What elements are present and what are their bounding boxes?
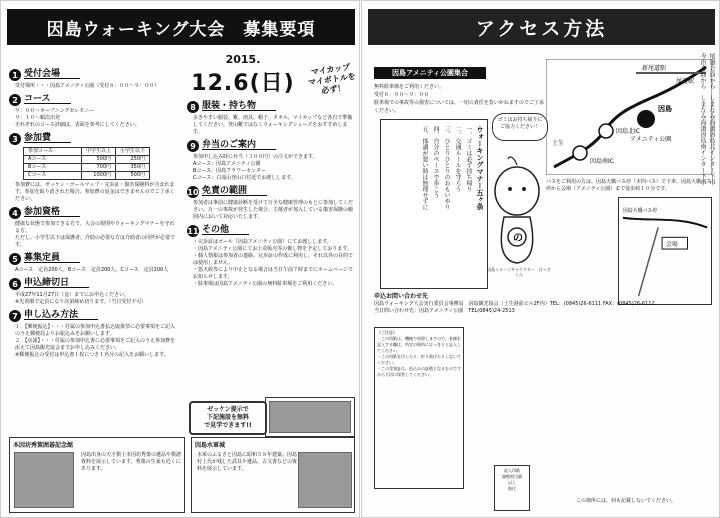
fee-row	[24, 156, 150, 164]
fee-row	[24, 172, 150, 180]
venue-detail-map	[618, 197, 712, 305]
section-title: その他	[202, 227, 249, 235]
section-2	[9, 94, 179, 129]
section-6	[9, 278, 179, 306]
fee-note: 参加費には、ゼッケン・ゴールマップ・完歩証・傷害保険料が含まれます。参加を取り消された場合、参加費の返金はできませんのでご了承ください。	[15, 182, 175, 202]
contact-line-1: 因島ウォーキング大会実行委員会事務局 因島観光協会（土生港前ビル2F内）TEL：(0845)26-6111 FAX：(0845)26-6112	[374, 301, 655, 307]
section-number: 1	[9, 69, 21, 81]
section-10	[187, 186, 355, 221]
section-head	[9, 94, 179, 106]
fee-cell: 350円	[116, 164, 150, 172]
sections-column-a	[9, 65, 179, 359]
section-body: 健康な状態で参加できる方で、大会の規則やウォーキングマナーを守れる方。 ただし、小学生以下は保護者、介助の必要な方は介助者の同伴が必要です。	[15, 221, 176, 248]
section-head	[9, 278, 179, 290]
section-body: 歩きやすい服装、靴、雨具、帽子、タオル、マイカップなど各自で準備してください。登山靴ではなくウォーキングシューズをおすすめします。	[193, 115, 353, 135]
venue-road	[623, 218, 707, 228]
map-label-onomichi: 尾道駅	[676, 78, 695, 85]
fee-cell: 1000円	[82, 172, 116, 180]
section-number: 8	[187, 101, 199, 113]
section-head	[9, 133, 179, 145]
sections-column-b	[187, 97, 355, 288]
fee-header-cell: 中学生以上	[82, 148, 116, 156]
fee-header-cell: 参加コース	[24, 148, 82, 156]
fee-header-cell: 小学生以下	[116, 148, 150, 156]
fee-header-row	[24, 148, 150, 156]
section-body: 受付場所・・・因島アメニティ公園（受付８：００～９：００）	[15, 83, 160, 89]
suigun-castle-title: 因島水軍城	[195, 442, 226, 449]
map-label-habu: 土生	[552, 140, 565, 147]
section-4	[9, 207, 179, 249]
mycup-note: マイカップ マイボトルを 必ず！	[307, 62, 357, 96]
map-label-s-ic: 因島南IC	[590, 158, 614, 165]
fee-table	[23, 147, 150, 180]
mascot-badge-letter: の	[513, 233, 523, 244]
section-9	[187, 140, 355, 182]
fee-cell: 500円	[82, 156, 116, 164]
park-marker	[637, 110, 655, 128]
section-title: 弁当のご案内	[202, 142, 276, 150]
section-title: 参加費	[24, 135, 71, 143]
hassakun-mascot	[488, 121, 546, 291]
section-head	[9, 69, 179, 81]
suigun-castle-photo	[298, 452, 352, 508]
section-head	[9, 253, 179, 265]
venue-path	[639, 228, 659, 297]
section-number: 9	[187, 140, 199, 152]
section-number: 11	[187, 226, 199, 236]
fee-cell: 700円	[82, 164, 116, 172]
event-date	[187, 53, 299, 97]
go-museum-title: 本因坊秀策囲碁記念館	[13, 442, 74, 449]
fee-cell: Cコース	[24, 172, 82, 180]
event-date-year: 2015.	[225, 53, 261, 66]
do-not-write-note: この場所には、何も記載しないでください。	[575, 498, 676, 504]
suigun-castle-box	[191, 437, 355, 513]
section-number: 3	[9, 133, 21, 145]
mascot-head	[495, 167, 539, 215]
bus-stop-label: 因島大橋バス停	[622, 207, 658, 214]
walking-manner-item: 一、ゴミは必ず持ち帰り	[465, 126, 472, 192]
fee-cell: Bコース	[24, 164, 82, 172]
mascot-eye-left	[508, 187, 512, 191]
section-head	[187, 186, 355, 198]
section-body: Aコース 定員200人、Bコース 定員200人、Cコース 定員200人	[15, 267, 169, 273]
section-number: 7	[9, 310, 21, 322]
zekken-bubble: ゼッケン提示で 下記施設を無料 で見学できます!!	[189, 401, 267, 435]
section-title: 服装・持ち物	[202, 103, 276, 111]
section-title: 免責の範囲	[202, 188, 267, 196]
section-number: 2	[9, 94, 21, 106]
walking-manner-title: ウォーキングマナー五ヶ条	[476, 126, 484, 210]
section-head	[187, 225, 355, 237]
fee-cell: 500円	[116, 172, 150, 180]
castle-photo	[265, 397, 355, 437]
section-head	[187, 140, 355, 152]
venue-label: 会場	[665, 242, 678, 249]
park-title: 因島アメニティ公園集合	[374, 67, 486, 79]
contact-line-2: 当日問い合わせ先：因島アメニティ公園 TEL(0845)24-2513	[374, 308, 515, 314]
right-page	[361, 0, 720, 518]
section-title: 申し込み方法	[24, 312, 98, 320]
park-body: 無料駐車場をご利用ください。 受付８：００～９：００ 駐車場での事故等の損害については、一切の責任を負いかねますのでご了承ください。	[374, 84, 544, 114]
payment-caution: 《ご注意》 ・この用紙は、機械で処理しますので、金額を記入する欄は、所定の場所にはっきりと記入してください。 ・この用紙を汚したり、折り曲げたりしないでください。 ・この受領証は、払込みの証拠となるものですから大切に保管してください。	[374, 327, 464, 489]
go-museum-box	[9, 437, 185, 513]
section-title: 参加資格	[24, 209, 80, 217]
mascot-leaf	[508, 157, 517, 165]
suigun-castle-body: 水軍のふるさと因島に昭和５８年建築。因島村上氏が残した武具や遺品、古文書などの資料を展示しています。	[197, 452, 298, 472]
section-number: 10	[187, 187, 199, 197]
map-label-n-ic: 因島北IC	[616, 128, 640, 135]
fee-cell: Aコース	[24, 156, 82, 164]
map-label-shin-onomichi: 新尾道駅	[642, 65, 667, 72]
section-head	[9, 310, 179, 322]
section-number: 5	[9, 253, 21, 265]
section-11	[187, 225, 355, 288]
section-body: 参加申し込み時に弁当（３００円）の注文ができます。 Aコース：因島アメニティ公園 Bコース：因島フラワーセンター Cコース：白滝山登山口付近でお渡しします。	[193, 154, 318, 181]
walking-manner-item: 三、ひとりひとりのおもいやり	[443, 126, 450, 210]
trash-bubble: ゴミはお持ち帰りにご協力ください！	[492, 113, 548, 141]
event-date-main: 12.6(日)	[191, 71, 295, 96]
section-7	[9, 310, 179, 359]
bus-access-text: バスをご利用の方は、因島大橋バス停（本四バス）で下車、因島大橋バス停から会場（アメニティ公園）まで徒歩約１０分です。	[546, 179, 712, 192]
section-head	[187, 101, 355, 113]
section-5	[9, 253, 179, 274]
fee-cell: 250円	[116, 156, 150, 164]
section-number: 4	[9, 207, 21, 219]
n-ic-marker	[599, 124, 613, 138]
map-label-innoshima: 因島	[658, 105, 672, 113]
section-title: コース	[24, 96, 71, 104]
section-body: ・完歩証はゴール（因島アメニティ公園）にてお渡しします。 ・因島アメニティ公園にてお土産販売等の催し物を予定しております。 ・個人情報は参加者の連絡、完歩証の作成に利用し、それ以外の目的では使用しません。 ・悪天候等により中止となる場合は当日午前７時までにホームページでお知らせします。 ・駐車場は因島アメニティ公園の無料駐車場をご利用ください。	[193, 239, 354, 287]
walking-manner-item: 四、自分のペースで歩こう	[432, 126, 439, 198]
mascot-caption: 因島イメージキャラクター はっさくん	[487, 267, 551, 277]
walking-manner-box	[380, 119, 488, 289]
section-head	[9, 207, 179, 219]
go-museum-body: 因島出身の天才棋士本因坊秀策の遺品や棋譜資料を展示しています。秀策の生家も近くにあります。	[81, 452, 182, 472]
walking-manner-item: 二、交通ルールを守ろう	[454, 126, 461, 192]
section-3	[9, 133, 179, 145]
section-title: 申込締切日	[24, 280, 89, 288]
section-8	[187, 101, 355, 136]
map-label-park: アメニティ公園	[630, 136, 672, 143]
walking-manner-item: 五、体調が悪い時は無理せずに	[421, 126, 428, 210]
section-number: 6	[9, 278, 21, 290]
contact-info	[374, 293, 714, 315]
section-1	[9, 69, 179, 90]
access-banner: アクセス方法	[368, 9, 715, 45]
section-body: １．【郵便振込】・・・付属の参加申込書払込取扱票に必要事項をご記入のうえ郵便局よりお振込みをお願いします。 ２．【店頭】・・・付属の参加申込書に必要事項をご記入のうえ参加費を添えて因島観光協会までお申し込みください。 ※郵便振込の受付は申込書１枚につき１名分の記入をお願いします。	[15, 324, 176, 358]
walking-manner-list	[381, 120, 487, 262]
section-title: 募集定員	[24, 255, 80, 263]
recruitment-banner: 因島ウォーキング大会 募集要項	[7, 9, 355, 45]
s-ic-marker	[573, 146, 587, 160]
section-body: 平成27年11月27日（金）までにお申込ください。 ※先着順で定員になり次第締め切ります。（当日受付不可）	[15, 292, 147, 305]
revenue-stamp-box: 収入印紙 課税相当額 以上 貼付	[494, 465, 530, 511]
mascot-eye-right	[522, 187, 526, 191]
section-body: ９：００～オープニングセレモニー ９：１０～順次出発 それぞれのコース詳細は、表面を参考にしてください。	[15, 108, 140, 128]
contact-title: 申込お問い合わせ先	[374, 293, 429, 300]
fee-row	[24, 164, 150, 172]
section-body: 参加者は事前に健康診断を受けて万全な健康管理のもとに参加してください。万一の事故が発生した場合、主催者が加入している傷害保険の範囲内において対応いたします。	[193, 200, 354, 220]
go-museum-photo	[14, 452, 74, 508]
section-title: 受付会場	[24, 71, 80, 79]
route-side-text: 尾道方面から しまなみ海道因島北インター下車 今治方面から しまなみ海道因島南インター下車	[699, 53, 715, 185]
